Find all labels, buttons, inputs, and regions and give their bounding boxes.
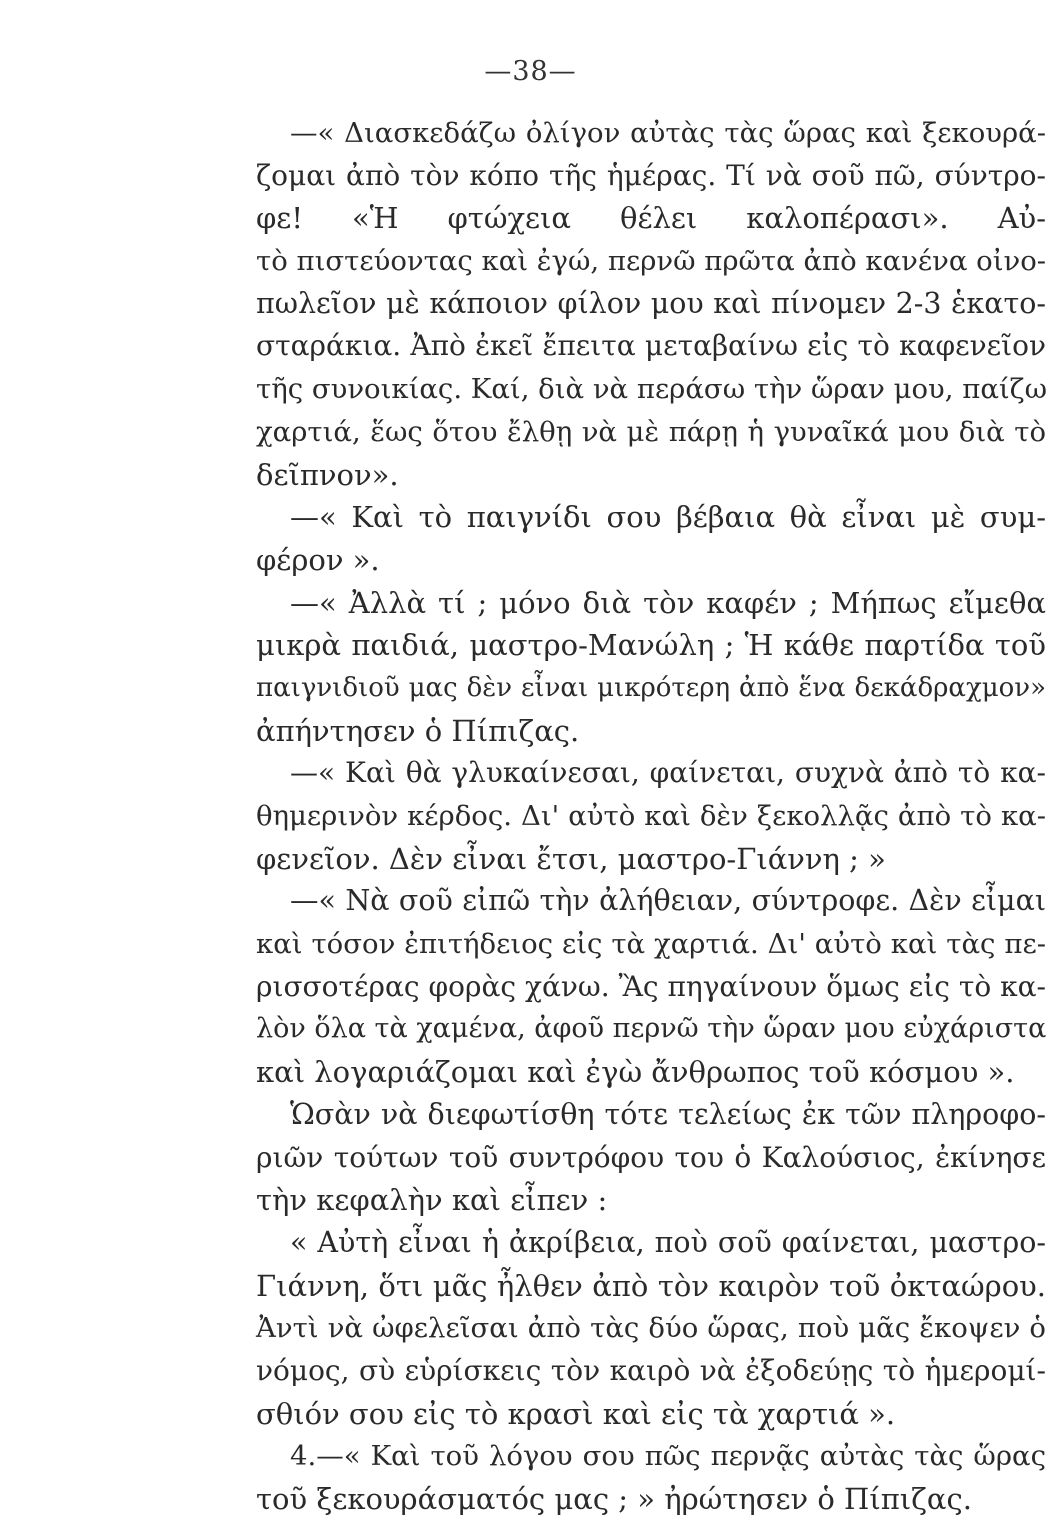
text-line: Ἀντὶ νὰ ὠφελεῖσαι ἀπὸ τὰς δύο ὥρας, ποὺ μᾶς ἔκοψεν ὁ (256, 1312, 1046, 1345)
text-line: —« Ἀλλὰ τί ; μόνο διὰ τὸν καφέν ; Μήπως εἴμεθα (290, 585, 1046, 620)
text-line: σταράκια. Ἀπὸ ἐκεῖ ἔπειτα μεταβαίνω εἰς τὸ καφενεῖον (256, 329, 1046, 363)
text-line: θημερινὸν κέρδος. Δι' αὐτὸ καὶ δὲν ξεκολλᾷς ἀπὸ τὸ κα- (256, 800, 1046, 832)
text-line: 4.—« Καὶ τοῦ λόγου σου πῶς περνᾷς αὐτὰς τὰς ὥρας (290, 1440, 1046, 1473)
text-line: ριῶν τούτων τοῦ συντρόφου του ὁ Καλούσιος, ἐκίνησε (256, 1140, 1046, 1174)
text-line: δεῖπνον». (256, 457, 399, 492)
text-line: ρισσοτέρας φορὰς χάνω. Ἂς πηγαίνουν ὅμως εἰς τὸ κα- (256, 969, 1046, 1003)
text-line: πωλεῖον μὲ κάποιον φίλον μου καὶ πίνομεν 2-3 ἑκατο- (256, 286, 1046, 320)
text-line: —« Καὶ τὸ παιγνίδι σου βέβαια θὰ εἶναι μὲ συμ- (290, 500, 1046, 535)
text-line: Γιάννη, ὅτι μᾶς ἦλθεν ἀπὸ τὸν καιρὸν τοῦ ὀκταώρου. (256, 1268, 1046, 1303)
text-line: τὸ πιστεύοντας καὶ ἐγώ, περνῶ πρῶτα ἀπὸ κανένα οἰνο- (256, 245, 1047, 278)
text-line: φενεῖον. Δὲν εἶναι ἔτσι, μαστρο-Γιάννη ; » (256, 841, 886, 876)
text-line: —« Διασκεδάζω ὀλίγον αὐτὰς τὰς ὥρας καὶ ξεκουρά- (290, 117, 1046, 149)
page-number: —38— (484, 56, 577, 87)
text-line: παιγνιδιοῦ μας δὲν εἶναι μικρότερη ἀπὸ ἕνα δεκάδραχμον» (256, 672, 1046, 703)
text-line: καὶ λογαριάζομαι καὶ ἐγὼ ἄνθρωπος τοῦ κόσμου ». (256, 1055, 1015, 1090)
text-line: λὸν ὅλα τὰ χαμένα, ἀφοῦ περνῶ τὴν ὥραν μου εὐχάριστα (256, 1013, 1047, 1045)
text-line: —« Καὶ θὰ γλυκαίνεσαι, φαίνεται, συχνὰ ἀπὸ τὸ κα- (290, 756, 1046, 790)
body-text (256, 112, 1046, 1521)
text-line: —« Νὰ σοῦ εἰπῶ τὴν ἀλήθειαν, σύντροφε. Δὲν εἶμαι (290, 884, 1046, 918)
text-line: ζομαι ἀπὸ τὸν κόπο τῆς ἡμέρας. Τί νὰ σοῦ πῶ, σύντρο- (256, 158, 1046, 192)
text-line: ἀπήντησεν ὁ Πίπιζας. (256, 713, 580, 748)
page-number-value: 38 (512, 56, 549, 87)
text-line: καὶ τόσον ἐπιτήδειος εἰς τὰ χαρτιά. Δι' αὐτὸ καὶ τὰς πε- (256, 928, 1046, 961)
text-line: χαρτιά, ἕως ὅτου ἔλθῃ νὰ μὲ πάρῃ ἡ γυναῖκά μου διὰ τὸ (256, 415, 1046, 448)
text-line: σθιόν σου εἰς τὸ κρασὶ καὶ εἰς τὰ χαρτιά ». (256, 1396, 896, 1431)
text-line: τοῦ ξεκουράσματός μας ; » ἠρώτησεν ὁ Πίπιζας. (256, 1482, 972, 1516)
text-line: φέρον ». (256, 542, 380, 577)
text-line: τὴν κεφαλὴν καὶ εἶπεν : (256, 1183, 608, 1218)
text-line: τῆς συνοικίας. Καί, διὰ νὰ περάσω τὴν ὥραν μου, παίζω (256, 373, 1048, 406)
text-line: φε! «Ἡ φτώχεια θέλει καλοπέρασι». Αὐ- (256, 201, 1046, 236)
text-line: Ὡσὰν νὰ διεφωτίσθη τότε τελείως ἐκ τῶν πληροφο- (290, 1097, 1046, 1131)
text-line: « Αὐτὴ εἶναι ἡ ἀκρίβεια, ποὺ σοῦ φαίνεται, μαστρο- (290, 1225, 1046, 1259)
text-line: νόμος, σὺ εὑρίσκεις τὸν καιρὸ νὰ ἐξοδεύῃς τὸ ἡμερομί- (256, 1353, 1046, 1387)
text-line: μικρὰ παιδιά, μαστρο-Μανώλη ; Ἡ κάθε παρτίδα τοῦ (256, 628, 1046, 663)
